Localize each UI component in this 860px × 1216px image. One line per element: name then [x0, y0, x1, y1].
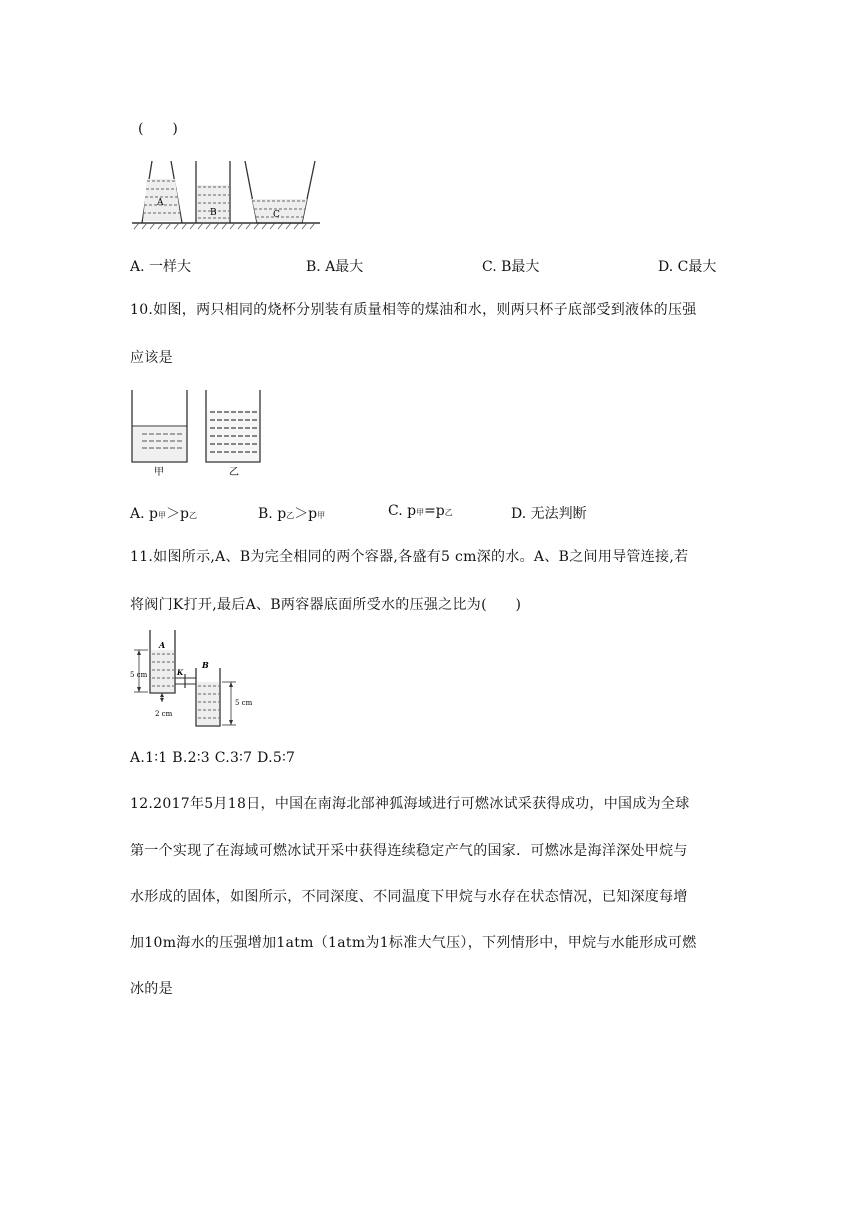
q11-options: A.1∶1 B.2∶3 C.3∶7 D.5∶7 [130, 750, 296, 766]
q9-containers-figure [130, 157, 330, 232]
q10-option-a: A. p甲＞p乙 [130, 506, 197, 522]
q9-label-b: B [210, 208, 217, 218]
q12-line-4: 加10m海水的压强增加1atm（1atm为1标准大气压），下列情形中，甲烷与水能形成可燃 [130, 935, 697, 951]
q9-option-d: D. C最大 [658, 259, 717, 275]
q12-line-3: 水形成的固体，如图所示，不同深度、不同温度下甲烷与水存在状态情况，已知深度每增 [130, 889, 688, 905]
q12-line-5: 冰的是 [130, 981, 173, 997]
q9-option-c: C. B最大 [482, 259, 540, 275]
q9-label-a: A [157, 198, 164, 208]
q9-label-c: C [273, 210, 280, 220]
q11-right-dim: 5 cm [235, 699, 253, 707]
q11-stem-line2: 将阀门K打开,最后A、B两容器底面所受水的压强之比为( ) [130, 597, 522, 613]
q10-option-b: B. p乙＞p甲 [258, 506, 326, 522]
q11-bottom-dim: 2 cm [155, 710, 173, 718]
q11-label-k: K [177, 668, 184, 677]
q11-label-b: B [202, 660, 209, 670]
q11-connected-containers-figure [130, 630, 260, 726]
q10-option-c: C. p甲=p乙 [388, 503, 453, 519]
q11-left-dim: 5 cm [130, 671, 148, 679]
q10-label-yi: 乙 [229, 467, 239, 478]
q9-option-b: B. A最大 [306, 259, 364, 275]
q11-label-a: A [159, 640, 166, 650]
q10-beakers-figure [130, 388, 270, 480]
q10-label-jia: 甲 [154, 467, 164, 478]
q10-stem-line2: 应该是 [130, 350, 173, 366]
q12-line-2: 第一个实现了在海域可燃冰试开采中获得连续稳定产气的国家．可燃冰是海洋深处甲烷与 [130, 843, 688, 859]
q12-line-1: 12.2017年5月18日，中国在南海北部神狐海域进行可燃冰试采获得成功，中国成为全球 [130, 796, 690, 812]
q10-stem-line1: 10.如图，两只相同的烧杯分别装有质量相等的煤油和水，则两只杯子底部受到液体的压强 [130, 302, 697, 318]
q11-stem-line1: 11.如图所示,A、B为完全相同的两个容器,各盛有5 cm深的水。A、B之间用导管连接,若 [130, 549, 689, 565]
q9-paren: ( ) [138, 121, 179, 137]
q9-option-a: A. 一样大 [130, 259, 192, 275]
q10-option-d: D. 无法判断 [511, 506, 587, 522]
